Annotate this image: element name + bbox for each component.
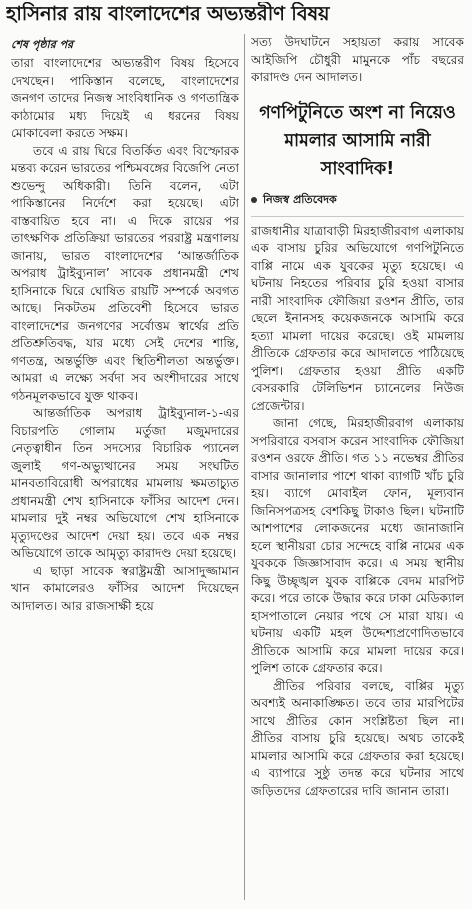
bullet-icon [251,197,257,203]
right-column [251,34,464,903]
article-paragraph: তবে এ রায় ঘিরে বিতর্কিত এবং বিস্ফোরক মন্তব্য করেন ভারতের পশ্চিমবঙ্গের বিজেপি নেতা শুভেন্দু অধিকারী। তিনি বলেন, এটা পাকিস্তানের নির্দেশে করা হয়েছে। এটা বাস্তবায়িত হবে না। এ দিকে রায়ের পর তাৎক্ষণিক প্রতিক্রিয়া ভারতের পররাষ্ট্র মন্ত্রণালয় জানায়, ভারত বাংলাদেশের ‘আন্তর্জাতিক অপরাধ ট্রাইব্যুনাল’ সাবেক প্রধানমন্ত্রী শেখ হাসিনাকে ঘিরে ঘোষিত রায়টি সম্পর্কে অবগত আছে। নিকটতম প্রতিবেশী হিসেবে ভারত বাংলাদেশের জনগণের সর্বোত্তম স্বার্থের প্রতি প্রতিশ্রুতিবদ্ধ, যার মধ্যে সেই দেশের শান্তি, গণতন্ত্র, অন্তর্ভুক্তি এবং স্থিতিশীলতা অন্তর্ভুক্ত। আমরা এ লক্ষ্যে সর্বদা সব অংশীদারের সাথে গঠনমূলকভাবে যুক্ত থাকব। [11,143,239,403]
story-headline: গণপিটুনিতে অংশ না নিয়েও মামলার আসামি নারী সাংবাদিক! [259,102,456,179]
article-paragraph: জানা গেছে, মিরহাজীরবাগ এলাকায় সপরিবারে বসবাস করেন সাংবাদিক ফৌজিয়া রওশন ওরফে প্রীতি। গত ১১ নভেম্বর প্রীতির বাসার জানালার পাশে থাকা ব্যাগটি খাঁচ চুরি হয়। ব্যাগে মোবাইল ফোন, মূল্যবান জিনিসপত্রসহ বেশকিছু টাকাও ছিল। ঘটনাটি আশপাশের লোকজনের মধ্যে জানাজানি হলে স্থানীয়রা চোর সন্দেহে বাপ্পি নামের এক যুবককে জিজ্ঞাসাবাদ করে। এ সময় স্থানীয় কিছু উচ্ছৃঙ্খল যুবক বাপ্পিকে বেদম মারপিট করে। পরে তাকে উদ্ধার করে ঢাকা মেডিক্যাল হাসপাতালে নেয়ার পথে সে মারা যায়। এ ঘটনায় একটি মহল উদ্দেশ্যপ্রণোদিতভাবে প্রীতিকে আসামি করে মামলা দায়ের করে। পুলিশ তাকে গ্রেফতার করে। [251,416,464,675]
article-paragraph: প্রীতির পরিবার বলছে, বাপ্পির মৃত্যু অবশ্যই অনাকাঙ্ক্ষিত। তবে তার মারপিটের সাথে প্রীতির কোন সংশ্লিষ্টতা ছিল না। প্রীতির বাসায় চুরি হয়েছে। অথচ তাকেই মামলার আসামি করে গ্রেফতার করা হয়েছে। এ ব্যাপারে সুষ্ঠু তদন্ত করে ঘটনার সাথে জড়িতদের গ্রেফতারের দাবি জানান তারা। [251,678,464,798]
column-divider [244,34,245,900]
page-headline: হাসিনার রায় বাংলাদেশের অভ্যন্তরীণ বিষয় [6,2,330,25]
continued-label: শেষ পৃষ্ঠার পর [11,38,74,51]
article-paragraph: সত্য উদঘাটনে সহায়তা করায় সাবেক আইজিপি চৌধুরী মামুনকে পাঁচ বছরের কারাদণ্ড দেন আদালত। [251,35,464,84]
article-paragraph: তারা বাংলাদেশের অভ্যন্তরীণ বিষয় হিসেবে দেখছেন। পাকিস্তান বলেছে, বাংলাদেশের জনগণ তাদের নিজস্ব সাংবিধানিক ও গণতান্ত্রিক কাঠামোর মধ্য দিয়েই এ ধরনের বিষয় মোকাবেলা করতে সক্ষম। [11,56,239,140]
byline [251,191,464,210]
byline-divider [251,216,464,217]
article-paragraph: এ ছাড়া সাবেক স্বরাষ্ট্রমন্ত্রী আসাদুজ্জামান খান কামালেরও ফাঁসির আদেশ দিয়েছেন আদালত। আর রাজসাক্ষী হয়ে [11,563,239,613]
article-paragraph: রাজধানীর যাত্রাবাড়ী মিরহাজীরবাগ এলাকায় এক বাসায় চুরির অভিযোগে গণপিটুনিতে বাপ্পি নামে এক যুবকের মৃত্যু হয়েছে। এ ঘটনায় নিহতের পরিবার চুরি হওয়া বাসার নারী সাংবাদিক ফৌজিয়া রওশন প্রীতি, তার ছেলে ইনানসহ কয়েকজনকে আসামি করে হত্যা মামলা দায়ের করেছে। ওই মামলায় প্রীতিকে গ্রেফতার করে আদালতে পাঠিয়েছে পুলিশ। গ্রেফতার হওয়া প্রীতি একটি বেসরকারি টেলিভিশন চ্যানেলের নিউজ প্রেজেন্টার। [251,223,464,413]
article-paragraph: আন্তর্জাতিক অপরাধ ট্রাইব্যুনাল-১-এর বিচারপতি গোলাম মর্তুজা মজুমদারের নেতৃত্বাধীন তিন সদস্যের বিচারিক প্যানেল জুলাই গণ-অভ্যুত্থানের সময় সংঘটিত মানবতাবিরোধী অপরাধের মামলায় ক্ষমতাচ্যুত প্রধানমন্ত্রী শেখ হাসিনাকে ফাঁসির আদেশ দেন। মামলার দুই নম্বর অভিযোগে শেখ হাসিনাকে মৃত্যুদণ্ডের আদেশ দেয়া হয়। তবে এক নম্বর অভিযোগে তাকে আমৃত্যু কারাদণ্ড দেয়া হয়েছে। [11,406,239,560]
left-column [11,37,239,903]
byline-text: নিজস্ব প্রতিবেদক [263,192,337,206]
